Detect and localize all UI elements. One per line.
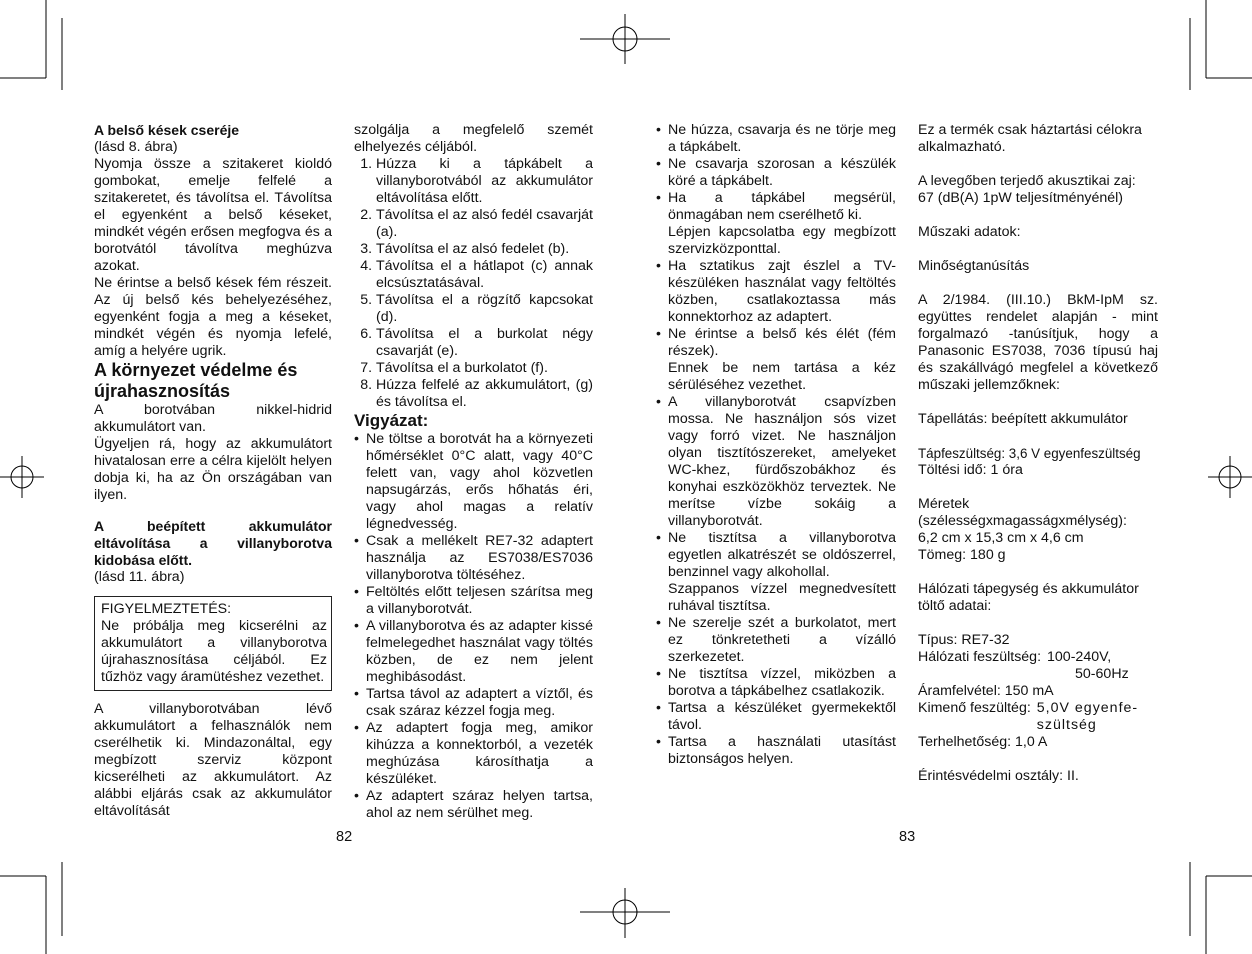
step-item: 6. Távolítsa el a burkolat négy csavarját (e). [376,326,593,360]
current-draw: Áramfelvétel: 150 mA [918,683,1054,699]
safety-item: • A villanyborotvát csapvízben mossa. Ne használjon sós vizet vagy forró vizet. Ne használjon olyan tisztítószereket, amelyeket WC-khez, fürdőszobákhoz és konyhai eszközökhöz terveztek. Ne merítse vízbe sokáig a villanyborotvát. [656,394,896,530]
paragraph: A borotvában nikkel-hidrid akkumulátort van. [94,402,332,435]
page-number-left: 82 [336,829,353,845]
protection-class: Érintésvédelmi osztály: II. [918,768,1079,784]
mains-voltage-label: Hálózati feszültség: [918,649,1042,665]
safety-item: • Ne húzza, csavarja és ne törje meg a tápkábelt. [656,122,896,156]
step-item: 5. Távolítsa el a rögzítő kapcsokat (d). [376,292,593,326]
adapter-heading: Hálózati tápegység és akkumulátor töltő adatai: [918,581,1139,614]
paragraph: Nyomja össze a szitakeret kioldó gombokat, emelje felfelé a szitakeretet, és távolítsa el. Távolítsa el egyenként a belső késeket, mindkét végén erősen megfogva és a borotvától távolítva meghúzva azokat. [94,156,332,274]
output-voltage-label: Kimenő feszültég: [918,700,1031,716]
supply-voltage: Tápfeszültség: 3,6 V egyenfeszültség [918,446,1141,461]
heading-blade-replacement: A belső kések cseréje [94,122,240,138]
heading-battery-removal: A beépített akkumulátor eltávolítása a villanyborotva kidobása előtt. [94,518,332,568]
mains-voltage-row [918,649,1158,683]
power-supply: Tápellátás: beépített akkumulátor [918,411,1128,427]
safety-item: • Tartsa a használati utasítást biztonságos helyen. [656,734,896,768]
removal-steps [354,156,593,411]
charge-time: Töltési idő: 1 óra [918,462,1023,478]
paragraph: Ne érintse a belső kések fém részeit. Az új belső kés behelyezéséhez, egyenként fogja a meg a késeket, mindkét végén és nyomja lefelé, amíg a helyére ugrik. [94,275,332,359]
safety-item: • Ne érintse a belső kés élét (fém részek). Ennek be nem tartása a kéz sérüléséhez vezethet. [656,326,896,394]
step-item: 7. Távolítsa el a burkolatot (f). [376,360,593,377]
output-voltage-row [918,700,1158,734]
figure-reference: (lásd 11. ábra) [94,569,185,585]
caution-item: • Az adaptert fogja meg, amikor kihúzza a konnektorból, a vezeték meghúzása károsíthatja a készüléket. [354,720,593,788]
caution-item: • Ne töltse a borotvát ha a környezeti hőmérséklet 0°C alatt, vagy 40°C felett van, vagy ahol közvetlen napsugárzás, erős hőhatás éri, vagy ahol magas a relatív légnedvesség. [354,431,593,533]
step-item: 2. Távolítsa el az alsó fedél csavarját (a). [376,207,593,241]
step-item: 4. Távolítsa el a hátlapot (c) annak elcsúsztatásával. [376,258,593,292]
step-item: 8. Húzza felfelé az akkumulátort, (g) és távolítsa el. [376,377,593,411]
noise-label: A levegőben terjedő akusztikai zaj: [918,173,1136,189]
warning-text: Ne próbálja meg kicserélni az akkumulátort a villanyborotva újrahasznosítása céljából. Ez tűzhöz vagy áramütéshez vezethet. [101,618,327,685]
dimensions-desc: (szélességxmagasságxmélység): [918,513,1127,529]
paragraph: Ügyeljen rá, hogy az akkumulátort hivatalosan erre a célra kijelölt helyen dobja ki, ha az Ön országában van ilyen. [94,436,332,503]
safety-item: • Ne tisztítsa vízzel, miközben a borotva a tápkábelhez csatlakozik. [656,666,896,700]
column-4 [918,122,1158,785]
dimensions-label: Méretek [918,496,970,512]
page-number-right: 83 [899,829,916,845]
caution-item: • Az adaptert száraz helyen tartsa, ahol az nem sérülhet meg. [354,788,593,822]
paragraph: szolgálja a megfelelő szemét elhelyezés céljából. [354,122,593,155]
adapter-type: Típus: RE7-32 [918,632,1010,648]
caution-item: • A villanyborotva és az adapter kissé felmelegedhet használat vagy töltés közben, de ez nem jelent meghibásodást. [354,618,593,686]
figure-reference: (lásd 8. ábra) [94,139,178,155]
warning-title: FIGYELMEZTETÉS: [101,601,232,617]
paragraph: A villanyborotvában lévő akkumulátort a felhasználók nem cserélhetik ki. Mindazonáltal, egy megbízott szerviz központ kicserélheti az akkumulátort. Az alábbi eljárás csak az akkumulátor eltávolítását [94,701,332,819]
safety-item: • Ha a tápkábel megsérül, önmagában nem cserélhető ki. Lépjen kapcsolatba egy megbízott szervizközponttal. [656,190,896,258]
safety-item: • Tartsa a készüléket gyermekektől távol. [656,700,896,734]
output-voltage-value: 5,0V egyenfe- szültség [1036,700,1139,733]
dimensions-value: 6,2 cm x 15,3 cm x 4,6 cm [918,530,1084,546]
tech-data-heading: Műszaki adatok: [918,224,1021,240]
household-note: Ez a termék csak háztartási célokra alkalmazható. [918,122,1142,155]
column-1 [94,122,332,820]
decree-paragraph: A 2/1984. (III.10.) BkM-IpM sz. együttes rendelet alapján - mint forgalmazó -tanúsítjuk, hogy a Panasonic ES7038, 7036 típusú haj és szakállvágó megfelel a következő műszaki jellemzőknek: [918,292,1158,393]
warning-box [94,596,332,691]
load-capacity: Terhelhetőség: 1,0 A [918,734,1048,750]
column-3 [656,122,896,768]
caution-item: • Feltöltés előtt teljesen szárítsa meg a villanyborotvát. [354,584,593,618]
caution-item: • Csak a mellékelt RE7-32 adaptert használja az ES7038/ES7036 villanyborotva töltéséhez. [354,533,593,584]
noise-value: 67 (dB(A) 1pW teljesítményénél) [918,190,1124,206]
step-item: 1. Húzza ki a tápkábelt a villanyborotvából az akkumulátor eltávolítása előtt. [376,156,593,207]
safety-item: • Ne szerelje szét a burkolatot, mert ez tönkretetheti a vízálló szerkezetet. [656,615,896,666]
safety-item: • Ne csavarja szorosan a készülék köré a tápkábelt. [656,156,896,190]
step-item: 3. Távolítsa el az alsó fedelet (b). [376,241,593,258]
column-2 [354,122,593,822]
quality-heading: Minőségtanúsítás [918,258,1030,274]
heading-environment: A környezet védelme és újrahasznosítás [94,360,298,401]
safety-item: • Ne tisztítsa a villanyborotva egyetlen alkatrészét se oldószerrel, benzinnel vagy alkohollal. Szappanos vízzel megnedvesített ruhával tisztítsa. [656,530,896,615]
weight: Tömeg: 180 g [918,547,1006,563]
mains-voltage-value: 100-240V, 50-60Hz [1047,649,1129,682]
caution-list [354,431,593,822]
caution-item: • Tartsa távol az adaptert a víztől, és csak száraz kézzel fogja meg. [354,686,593,720]
safety-item: • Ha sztatikus zajt észlel a TV-készüléken használat vagy feltöltés közben, csatlakoztassa más konnektorhoz az adaptert. [656,258,896,326]
heading-caution: Vigyázat: [354,411,429,430]
safety-list [656,122,896,768]
